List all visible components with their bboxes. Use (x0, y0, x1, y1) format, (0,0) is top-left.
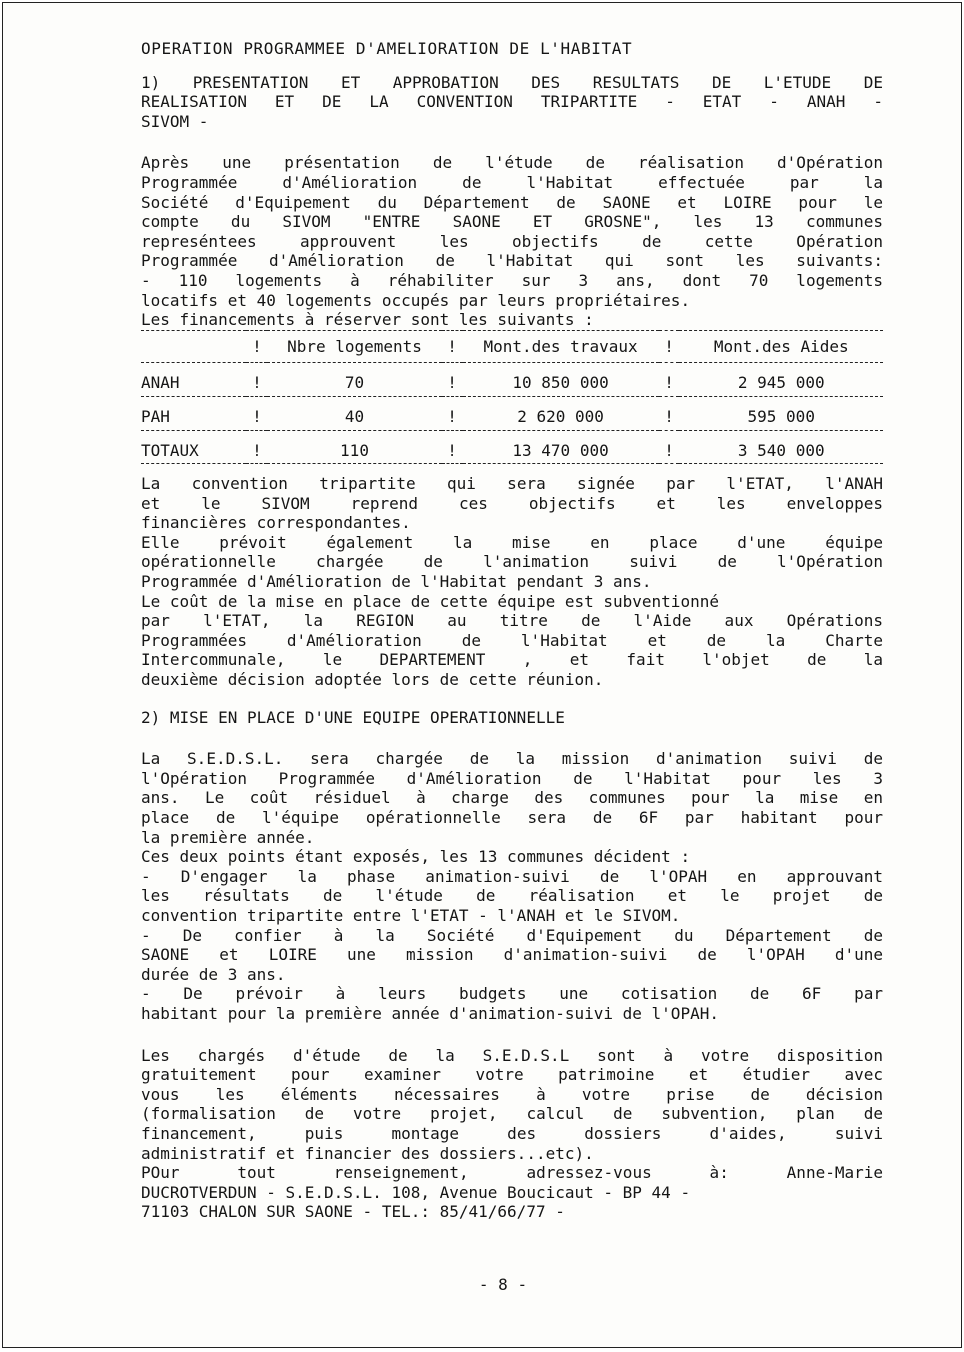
column-separator: ! (447, 373, 457, 393)
text-line: durée de 3 ans. (141, 964, 286, 984)
section-2-heading: 2) MISE EN PLACE D'UNE EQUIPE OPERATIONNELLE (141, 707, 565, 727)
text-line: - De prévoir à leurs budgets une cotisation de 6F par (141, 984, 883, 1004)
column-separator: ! (252, 440, 262, 460)
text-line: 71103 CHALON SUR SAONE - TEL.: 85/41/66/77 - (141, 1202, 565, 1222)
text-line: Les chargés d'étude de la S.E.D.S.L sont à votre disposition (141, 1045, 883, 1065)
contact-paragraph (141, 1046, 883, 1222)
text-line: Elle prévoit également la mise en place d'une équipe (141, 532, 883, 552)
row-label: ANAH (141, 373, 180, 393)
text-line: - De confier à la Société d'Equipement du Département de (141, 925, 883, 945)
column-separator: ! (252, 373, 262, 393)
text-line: (formalisation de votre projet, calcul de subvention, plan de (141, 1104, 883, 1124)
text-line: gratuitement pour examiner votre patrimoine et étudier avec (141, 1065, 883, 1085)
table-row-totals (141, 430, 883, 464)
text-line: Société d'Equipement du Département de SAONE et LOIRE pour le (141, 192, 883, 212)
header-montant-aides: Mont.des Aides (713, 336, 849, 356)
row-label: PAH (141, 406, 170, 426)
text-line: Après une présentation de l'étude de réalisation d'Opération (141, 153, 883, 173)
text-line: Intercommunale, le DEPARTEMENT , et fait l'objet de la (141, 650, 883, 670)
convention-paragraph (141, 474, 883, 690)
column-separator: ! (664, 373, 674, 393)
text-line: la première année. (141, 827, 315, 847)
text-line: deuxième décision adoptée lors de cette réunion. (141, 670, 604, 690)
header-montant-travaux: Mont.des travaux (483, 336, 638, 356)
text-line: Le coût de la mise en place de cette équipe est subventionné (141, 591, 719, 611)
text-line: DUCROTVERDUN - S.E.D.S.L. 108, Avenue Boucicaut - BP 44 - (141, 1182, 691, 1202)
text-line: ans. Le coût résiduel à charge des communes pour la mise en (141, 788, 883, 808)
text-line: les résultats de l'étude de réalisation et le projet de (141, 886, 883, 906)
text-line: La S.E.D.S.L. sera chargée de la mission d'animation suivi de (141, 749, 883, 769)
cell-travaux: 13 470 000 (512, 440, 609, 460)
table-header-row (141, 330, 883, 363)
column-separator: ! (252, 406, 262, 426)
cell-travaux: 10 850 000 (512, 373, 609, 393)
text-line: Les financements à réserver sont les suivants : (141, 310, 594, 330)
section-1-heading (141, 73, 883, 132)
page-number: - 8 - (478, 1275, 528, 1294)
row-label: TOTAUX (141, 440, 199, 460)
cell-aides: 595 000 (747, 406, 815, 426)
text-line: convention tripartite entre l'ETAT - l'ANAH et le SIVOM. (141, 905, 681, 925)
cell-logements: 70 (344, 373, 365, 393)
text-line: financières correspondantes. (141, 513, 411, 533)
text-line: - D'engager la phase animation-suivi de l'OPAH en approuvant (141, 866, 883, 886)
column-separator: ! (447, 336, 457, 356)
text-line: Programmée d'Amélioration de l'Habitat qui sont les suivants: (141, 251, 883, 271)
header-nbre-logements: Nbre logements (287, 336, 422, 356)
column-separator: ! (447, 406, 457, 426)
text-line: Programmée d'Amélioration de l'Habitat effectuée par la (141, 172, 883, 192)
column-separator: ! (664, 336, 674, 356)
text-line: opérationnelle chargée de l'animation suivi de l'Opération (141, 552, 883, 572)
cell-aides: 2 945 000 (737, 373, 825, 393)
text-line: place de l'équipe opérationnelle sera de 6F par habitant pour (141, 808, 883, 827)
document-body (141, 39, 883, 1222)
column-separator: ! (447, 440, 457, 460)
intro-paragraph (141, 153, 883, 329)
cell-logements: 110 (340, 440, 369, 460)
financing-table (141, 330, 883, 464)
column-separator: ! (664, 440, 674, 460)
table-row (141, 396, 883, 430)
mission-paragraph (141, 749, 883, 1023)
column-separator: ! (664, 406, 674, 426)
text-line: La convention tripartite qui sera signée par l'ETAT, l'ANAH (141, 474, 883, 494)
text-line: compte du SIVOM "ENTRE SAONE ET GROSNE", les 13 communes (141, 212, 883, 232)
text-line: l'Opération Programmée d'Amélioration de l'Habitat pour les 3 (141, 768, 883, 788)
column-separator: ! (252, 336, 262, 356)
text-line: financement, puis montage des dossiers d'aides, suivi (141, 1123, 883, 1143)
cell-aides: 3 540 000 (737, 440, 825, 460)
heading-line: 1) PRESENTATION ET APPROBATION DES RESULTATS DE L'ETUDE DE (141, 72, 883, 92)
text-line: administratif et financier des dossiers...etc). (141, 1143, 594, 1163)
text-line: Programmée d'Amélioration de l'Habitat pendant 3 ans. (141, 572, 652, 592)
text-line: par l'ETAT, la REGION au titre de l'Aide aux Opérations (141, 611, 883, 631)
text-line: POur tout renseignement, adressez-vous à: Anne-Marie (141, 1163, 883, 1183)
heading-line: REALISATION ET DE LA CONVENTION TRIPARTITE - ETAT - ANAH - (141, 92, 883, 112)
text-line: represéntees approuvent les objectifs de cette Opération (141, 231, 883, 251)
cell-travaux: 2 620 000 (517, 406, 604, 426)
scanned-page (2, 2, 962, 1348)
text-line: locatifs et 40 logements occupés par leurs propriétaires. (141, 290, 691, 310)
cell-logements: 40 (344, 406, 365, 426)
table-row (141, 363, 883, 397)
text-line: Programmées d'Amélioration de l'Habitat et de la Charte (141, 630, 883, 650)
text-line: et le SIVOM reprend ces objectifs et les enveloppes (141, 493, 883, 513)
heading-line: SIVOM - (141, 111, 209, 131)
text-line: habitant pour la première année d'animation-suivi de l'OPAH. (141, 1003, 719, 1023)
text-line: vous les éléments nécessaires à votre prise de décision (141, 1084, 883, 1104)
text-line: SAONE et LOIRE une mission d'animation-suivi de l'OPAH d'une (141, 945, 883, 965)
document-title: OPERATION PROGRAMMEE D'AMELIORATION DE L'HABITAT (141, 39, 633, 58)
text-line: - 110 logements à réhabiliter sur 3 ans, dont 70 logements (141, 270, 883, 290)
text-line: Ces deux points étant exposés, les 13 communes décident : (141, 847, 691, 867)
